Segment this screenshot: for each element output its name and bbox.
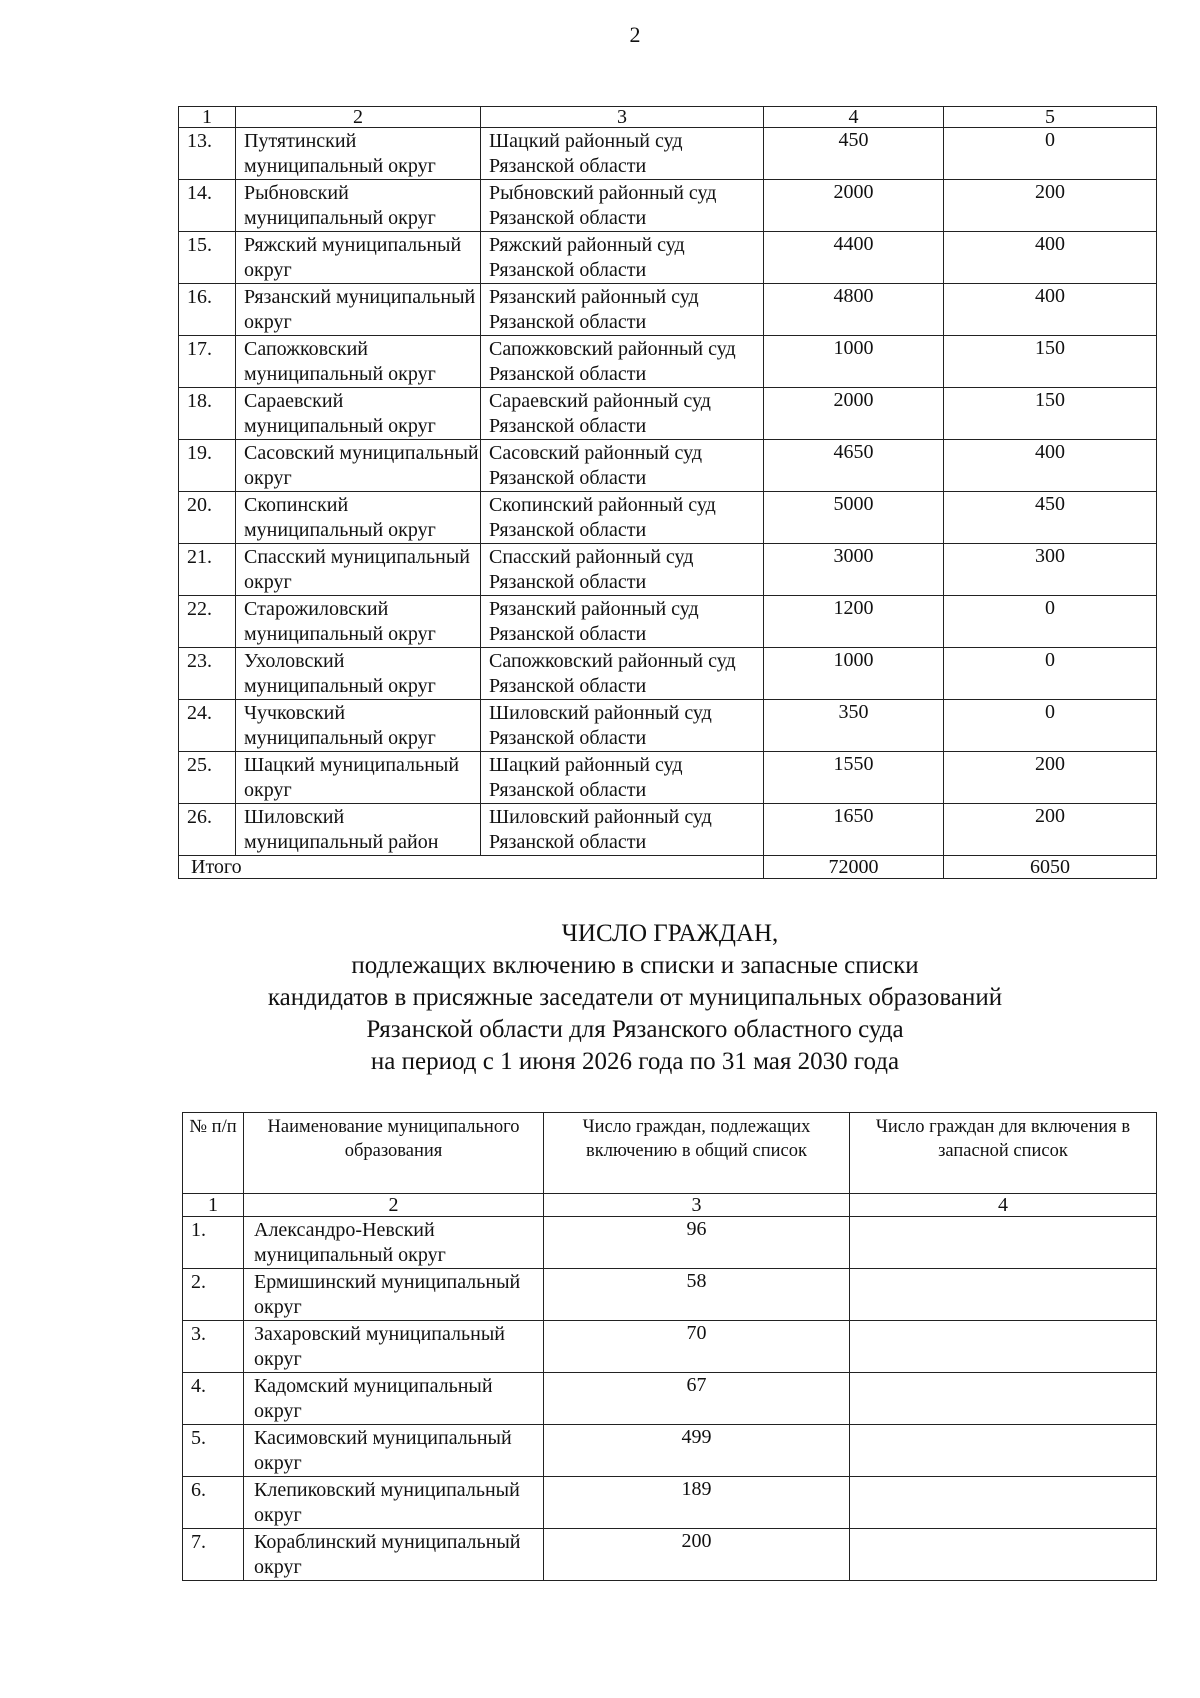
page-number: 2 — [629, 22, 641, 47]
table-row — [179, 596, 1157, 648]
value-col-5: 200 — [944, 804, 1157, 856]
table-row — [179, 752, 1157, 804]
municipality-name: Путятинский муниципальный округ — [236, 128, 481, 180]
municipality-name: Рязанский муниципальный округ — [236, 284, 481, 336]
table-row — [179, 492, 1157, 544]
court-name: Ряжский районный суд Рязанской области — [481, 232, 764, 284]
value-col-5: 0 — [944, 648, 1157, 700]
municipality-name: Чучковский муниципальный округ — [236, 700, 481, 752]
row-number: 24. — [179, 700, 236, 752]
heading-line-3: Рязанской области для Рязанского областного суда — [366, 1016, 904, 1043]
row-number: 17. — [179, 336, 236, 388]
value-col-5: 300 — [944, 544, 1157, 596]
header-reserve-list: Число граждан для включения в запасной список — [850, 1113, 1157, 1194]
court-name: Рыбновский районный суд Рязанской области — [481, 180, 764, 232]
value-col-5: 0 — [944, 700, 1157, 752]
row-number: 5. — [183, 1425, 244, 1477]
row-number: 7. — [183, 1529, 244, 1581]
value-col-5: 400 — [944, 440, 1157, 492]
general-list-count: 70 — [544, 1321, 850, 1373]
row-number: 6. — [183, 1477, 244, 1529]
reserve-list-count — [850, 1269, 1157, 1321]
court-name: Шацкий районный суд Рязанской области — [481, 128, 764, 180]
court-name: Сасовский районный суд Рязанской области — [481, 440, 764, 492]
total-col-4: 72000 — [764, 856, 944, 879]
row-number: 13. — [179, 128, 236, 180]
row-number: 16. — [179, 284, 236, 336]
total-col-5: 6050 — [944, 856, 1157, 879]
row-number: 3. — [183, 1321, 244, 1373]
reserve-list-count — [850, 1373, 1157, 1425]
municipality-name: Шацкий муниципальный округ — [236, 752, 481, 804]
municipality-name: Александро-Невский муниципальный округ — [244, 1217, 544, 1269]
row-number: 20. — [179, 492, 236, 544]
table-row — [179, 804, 1157, 856]
municipality-name: Касимовский муниципальный округ — [244, 1425, 544, 1477]
court-name: Сапожковский районный суд Рязанской области — [481, 648, 764, 700]
value-col-5: 0 — [944, 128, 1157, 180]
value-col-5: 450 — [944, 492, 1157, 544]
municipality-name: Захаровский муниципальный округ — [244, 1321, 544, 1373]
table-header — [183, 1113, 1157, 1194]
reserve-list-count — [850, 1321, 1157, 1373]
row-number: 22. — [179, 596, 236, 648]
citizens-table — [182, 1112, 1157, 1581]
table-row — [183, 1373, 1157, 1425]
table-row — [179, 284, 1157, 336]
general-list-count: 200 — [544, 1529, 850, 1581]
header-col-4: 4 — [764, 107, 944, 128]
table-row — [183, 1425, 1157, 1477]
value-col-5: 200 — [944, 752, 1157, 804]
table-row — [179, 544, 1157, 596]
municipality-name: Ряжский муниципальный округ — [236, 232, 481, 284]
header-general-list: Число граждан, подлежащих включению в общий список — [544, 1113, 850, 1194]
general-list-count: 189 — [544, 1477, 850, 1529]
court-name: Скопинский районный суд Рязанской области — [481, 492, 764, 544]
table-row — [183, 1529, 1157, 1581]
reserve-list-count — [850, 1425, 1157, 1477]
municipality-name: Ухоловский муниципальный округ — [236, 648, 481, 700]
heading-line-2: кандидатов в присяжные заседатели от муниципальных образований — [267, 984, 1003, 1011]
table-row — [179, 700, 1157, 752]
row-number: 21. — [179, 544, 236, 596]
value-col-4: 4800 — [764, 284, 944, 336]
table-row — [183, 1321, 1157, 1373]
total-label: Итого — [179, 856, 764, 879]
court-name: Сараевский районный суд Рязанской области — [481, 388, 764, 440]
general-list-count: 58 — [544, 1269, 850, 1321]
table-row — [179, 336, 1157, 388]
value-col-4: 1200 — [764, 596, 944, 648]
row-number: 18. — [179, 388, 236, 440]
courts-table — [178, 106, 1157, 879]
header-col-4: 4 — [850, 1194, 1157, 1217]
value-col-5: 400 — [944, 284, 1157, 336]
municipality-name: Старожиловский муниципальный округ — [236, 596, 481, 648]
court-name: Шиловский районный суд Рязанской области — [481, 804, 764, 856]
court-name: Рязанский районный суд Рязанской области — [481, 284, 764, 336]
reserve-list-count — [850, 1529, 1157, 1581]
row-number: 26. — [179, 804, 236, 856]
table-row — [179, 128, 1157, 180]
row-number: 4. — [183, 1373, 244, 1425]
value-col-5: 200 — [944, 180, 1157, 232]
value-col-5: 150 — [944, 388, 1157, 440]
municipality-name: Спасский муниципальный округ — [236, 544, 481, 596]
reserve-list-count — [850, 1217, 1157, 1269]
table-row — [183, 1269, 1157, 1321]
value-col-4: 3000 — [764, 544, 944, 596]
court-name: Шиловский районный суд Рязанской области — [481, 700, 764, 752]
table-header-numbers — [183, 1194, 1157, 1217]
table-row — [179, 648, 1157, 700]
table-row — [179, 232, 1157, 284]
general-list-count: 499 — [544, 1425, 850, 1477]
header-col-1: 1 — [179, 107, 236, 128]
row-number: 19. — [179, 440, 236, 492]
row-number: 25. — [179, 752, 236, 804]
value-col-4: 1550 — [764, 752, 944, 804]
section-heading — [0, 918, 1200, 1078]
municipality-name: Кораблинский муниципальный округ — [244, 1529, 544, 1581]
value-col-4: 4400 — [764, 232, 944, 284]
municipality-name: Сараевский муниципальный округ — [236, 388, 481, 440]
row-number: 14. — [179, 180, 236, 232]
municipality-name: Рыбновский муниципальный округ — [236, 180, 481, 232]
header-col-2: 2 — [244, 1194, 544, 1217]
value-col-4: 5000 — [764, 492, 944, 544]
table-row — [179, 180, 1157, 232]
header-col-3: 3 — [544, 1194, 850, 1217]
court-name: Рязанский районный суд Рязанской области — [481, 596, 764, 648]
general-list-count: 96 — [544, 1217, 850, 1269]
row-number: 2. — [183, 1269, 244, 1321]
value-col-5: 150 — [944, 336, 1157, 388]
header-number: № п/п — [183, 1113, 244, 1194]
table-row — [179, 388, 1157, 440]
municipality-name: Сасовский муниципальный округ — [236, 440, 481, 492]
court-name: Сапожковский районный суд Рязанской области — [481, 336, 764, 388]
value-col-4: 2000 — [764, 388, 944, 440]
value-col-4: 4650 — [764, 440, 944, 492]
header-col-2: 2 — [236, 107, 481, 128]
municipality-name: Ермишинский муниципальный округ — [244, 1269, 544, 1321]
table-header-numbers — [179, 107, 1157, 128]
row-number: 23. — [179, 648, 236, 700]
municipality-name: Кадомский муниципальный округ — [244, 1373, 544, 1425]
value-col-5: 0 — [944, 596, 1157, 648]
row-number: 15. — [179, 232, 236, 284]
header-col-1: 1 — [183, 1194, 244, 1217]
value-col-4: 1000 — [764, 648, 944, 700]
table-row — [183, 1217, 1157, 1269]
heading-line-1: подлежащих включению в списки и запасные списки — [351, 952, 919, 979]
municipality-name: Скопинский муниципальный округ — [236, 492, 481, 544]
header-municipality: Наименование муниципального образования — [244, 1113, 544, 1194]
header-col-3: 3 — [481, 107, 764, 128]
table-row — [183, 1477, 1157, 1529]
heading-line-4: на период с 1 июня 2026 года по 31 мая 2030 года — [370, 1048, 900, 1075]
municipality-name: Сапожковский муниципальный округ — [236, 336, 481, 388]
court-name: Спасский районный суд Рязанской области — [481, 544, 764, 596]
total-row — [179, 856, 1157, 879]
general-list-count: 67 — [544, 1373, 850, 1425]
row-number: 1. — [183, 1217, 244, 1269]
value-col-4: 1000 — [764, 336, 944, 388]
municipality-name: Клепиковский муниципальный округ — [244, 1477, 544, 1529]
reserve-list-count — [850, 1477, 1157, 1529]
value-col-4: 350 — [764, 700, 944, 752]
value-col-4: 2000 — [764, 180, 944, 232]
header-col-5: 5 — [944, 107, 1157, 128]
value-col-4: 1650 — [764, 804, 944, 856]
heading-title: ЧИСЛО ГРАЖДАН, — [561, 920, 779, 947]
value-col-4: 450 — [764, 128, 944, 180]
table-row — [179, 440, 1157, 492]
court-name: Шацкий районный суд Рязанской области — [481, 752, 764, 804]
municipality-name: Шиловский муниципальный район — [236, 804, 481, 856]
value-col-5: 400 — [944, 232, 1157, 284]
